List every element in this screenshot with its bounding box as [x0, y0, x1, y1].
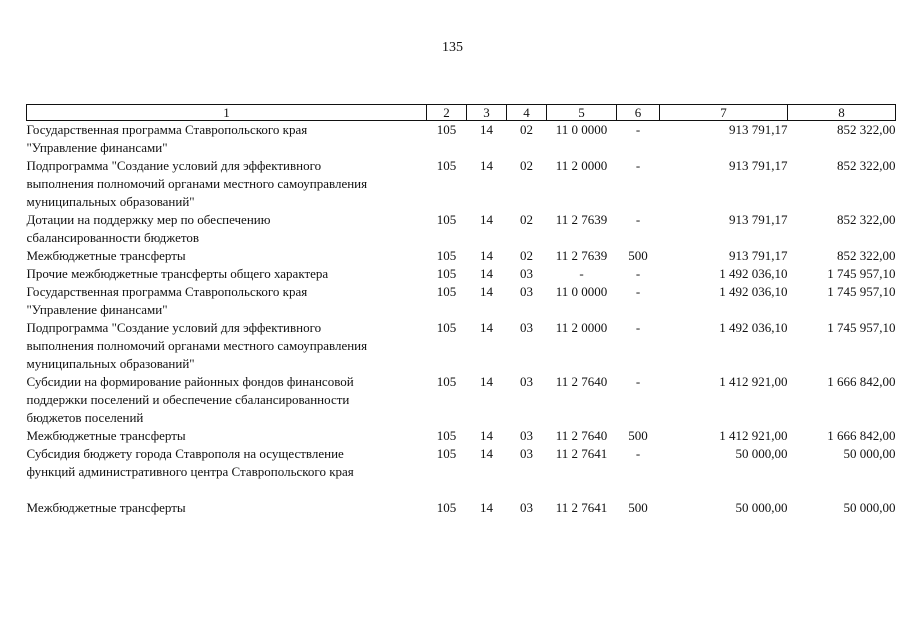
- subsection-cell: 02: [520, 122, 533, 137]
- row-name-line: Межбюджетные трансферты: [26, 248, 186, 263]
- target-item-cell: 11 2 7639: [555, 248, 608, 263]
- spacer-cell: [27, 481, 896, 499]
- row-name-line: бюджетов поселений: [26, 410, 144, 425]
- row-name-line: Прочие межбюджетные трансферты общего характера: [26, 266, 329, 281]
- amount-cell: 1 745 957,10: [827, 320, 896, 335]
- target-item-cell: -: [579, 266, 584, 281]
- amount-cell: 50 000,00: [843, 446, 896, 461]
- section-cell: 14: [480, 158, 493, 173]
- amount-cell: 50 000,00: [735, 446, 788, 461]
- amount-cell: 1 492 036,10: [719, 320, 788, 335]
- subsection-cell: 02: [520, 212, 533, 227]
- row-name-line: Подпрограмма "Создание условий для эффективного: [26, 320, 322, 335]
- amount-cell: 852 322,00: [837, 248, 896, 263]
- section-cell: 14: [480, 284, 493, 299]
- row-name-cell: [27, 157, 427, 211]
- amount-cell: 852 322,00: [837, 122, 896, 137]
- subsection-cell: 03: [520, 500, 533, 515]
- expense-type-cell: -: [635, 158, 641, 173]
- subsection-cell: 02: [520, 248, 533, 263]
- table-row: [27, 427, 896, 445]
- row-name-cell: [27, 121, 427, 158]
- amount-cell: 1 745 957,10: [827, 284, 896, 299]
- code-cell: 105: [436, 446, 457, 461]
- row-name-cell: [27, 283, 427, 319]
- expense-type-cell: 500: [628, 428, 648, 443]
- subsection-cell: 03: [520, 266, 533, 281]
- code-cell: 105: [436, 284, 457, 299]
- expense-type-cell: -: [635, 212, 641, 227]
- amount-cell: 1 492 036,10: [719, 284, 788, 299]
- row-name-line: Государственная программа Ставропольского края: [26, 284, 308, 299]
- row-name-line: Субсидия бюджету города Ставрополя на осуществление: [26, 446, 344, 461]
- table-row: [27, 499, 896, 517]
- section-cell: 14: [480, 446, 493, 461]
- column-header: 8: [788, 105, 896, 121]
- subsection-cell: 03: [520, 320, 533, 335]
- code-cell: 105: [436, 122, 457, 137]
- expense-type-cell: 500: [628, 500, 648, 515]
- subsection-cell: 03: [520, 446, 533, 461]
- subsection-cell: 03: [520, 374, 533, 389]
- expense-type-cell: -: [635, 320, 641, 335]
- table-row: [27, 157, 896, 211]
- section-cell: 14: [480, 248, 493, 263]
- amount-cell: 852 322,00: [837, 212, 896, 227]
- target-item-cell: 11 2 7639: [555, 212, 608, 227]
- target-item-cell: 11 2 7640: [555, 374, 608, 389]
- row-name-cell: [27, 319, 427, 373]
- code-cell: 105: [436, 320, 457, 335]
- target-item-cell: 11 0 0000: [555, 284, 608, 299]
- row-name-line: Субсидии на формирование районных фондов финансовой: [26, 374, 354, 389]
- section-cell: 14: [480, 266, 493, 281]
- table-row: [27, 445, 896, 481]
- column-header: 5: [547, 105, 617, 121]
- amount-cell: 913 791,17: [729, 212, 788, 227]
- subsection-cell: 03: [520, 284, 533, 299]
- code-cell: 105: [436, 158, 457, 173]
- subsection-cell: 03: [520, 428, 533, 443]
- section-cell: 14: [480, 500, 493, 515]
- amount-cell: 50 000,00: [735, 500, 788, 515]
- column-header: 3: [467, 105, 507, 121]
- table-row: [27, 283, 896, 319]
- table-row: [27, 373, 896, 427]
- expense-type-cell: -: [635, 122, 641, 137]
- amount-cell: 1 412 921,00: [719, 428, 788, 443]
- column-header: 6: [617, 105, 660, 121]
- column-header: 2: [427, 105, 467, 121]
- row-name-cell: [27, 247, 427, 265]
- amount-cell: 1 745 957,10: [827, 266, 896, 281]
- page-number: 135: [442, 40, 463, 55]
- amount-cell: 1 666 842,00: [827, 374, 896, 389]
- row-name-line: выполнения полномочий органами местного самоуправления: [26, 176, 368, 191]
- code-cell: 105: [436, 428, 457, 443]
- row-name-cell: [27, 265, 427, 283]
- table-row: [27, 319, 896, 373]
- budget-table: [26, 104, 896, 517]
- section-cell: 14: [480, 320, 493, 335]
- column-header: 1: [27, 105, 427, 121]
- row-name-line: Государственная программа Ставропольского края: [26, 122, 308, 137]
- target-item-cell: 11 2 7641: [555, 446, 608, 461]
- target-item-cell: 11 2 7640: [555, 428, 608, 443]
- code-cell: 105: [436, 266, 457, 281]
- section-cell: 14: [480, 428, 493, 443]
- row-name-line: функций административного центра Ставропольского края: [26, 464, 354, 479]
- row-name-line: Дотации на поддержку мер по обеспечению: [26, 212, 271, 227]
- row-name-line: Межбюджетные трансферты: [26, 500, 186, 515]
- target-item-cell: 11 2 0000: [555, 320, 608, 335]
- row-name-cell: [27, 211, 427, 247]
- row-name-line: "Управление финансами": [26, 302, 168, 317]
- table-row: [27, 247, 896, 265]
- code-cell: 105: [436, 248, 457, 263]
- amount-cell: 913 791,17: [729, 248, 788, 263]
- row-name-cell: [27, 373, 427, 427]
- table-row: [27, 265, 896, 283]
- target-item-cell: 11 2 0000: [555, 158, 608, 173]
- expense-type-cell: -: [635, 284, 641, 299]
- amount-cell: 1 666 842,00: [827, 428, 896, 443]
- row-name-line: "Управление финансами": [26, 140, 168, 155]
- row-name-line: сбалансированности бюджетов: [26, 230, 200, 245]
- amount-cell: 913 791,17: [729, 122, 788, 137]
- row-name-line: муниципальных образований": [26, 194, 195, 209]
- section-cell: 14: [480, 212, 493, 227]
- section-cell: 14: [480, 374, 493, 389]
- table-body: [27, 121, 896, 518]
- amount-cell: 50 000,00: [843, 500, 896, 515]
- code-cell: 105: [436, 374, 457, 389]
- code-cell: 105: [436, 212, 457, 227]
- row-name-cell: [27, 427, 427, 445]
- target-item-cell: 11 2 7641: [555, 500, 608, 515]
- row-name-line: выполнения полномочий органами местного самоуправления: [26, 338, 368, 353]
- code-cell: 105: [436, 500, 457, 515]
- spacer-row: [27, 481, 896, 499]
- table-row: [27, 211, 896, 247]
- amount-cell: 1 492 036,10: [719, 266, 788, 281]
- expense-type-cell: -: [635, 374, 641, 389]
- amount-cell: 852 322,00: [837, 158, 896, 173]
- section-cell: 14: [480, 122, 493, 137]
- row-name-line: муниципальных образований": [26, 356, 195, 371]
- target-item-cell: 11 0 0000: [555, 122, 608, 137]
- amount-cell: 1 412 921,00: [719, 374, 788, 389]
- expense-type-cell: -: [635, 266, 641, 281]
- row-name-line: поддержки поселений и обеспечение сбалансированности: [26, 392, 350, 407]
- subsection-cell: 02: [520, 158, 533, 173]
- row-name-line: Подпрограмма "Создание условий для эффективного: [26, 158, 322, 173]
- row-name-cell: [27, 445, 427, 481]
- table-row: [27, 121, 896, 158]
- header-row: [27, 105, 896, 121]
- column-header: 7: [660, 105, 788, 121]
- amount-cell: 913 791,17: [729, 158, 788, 173]
- row-name-line: Межбюджетные трансферты: [26, 428, 186, 443]
- row-name-cell: [27, 499, 427, 517]
- expense-type-cell: -: [635, 446, 641, 461]
- column-header: 4: [507, 105, 547, 121]
- expense-type-cell: 500: [628, 248, 648, 263]
